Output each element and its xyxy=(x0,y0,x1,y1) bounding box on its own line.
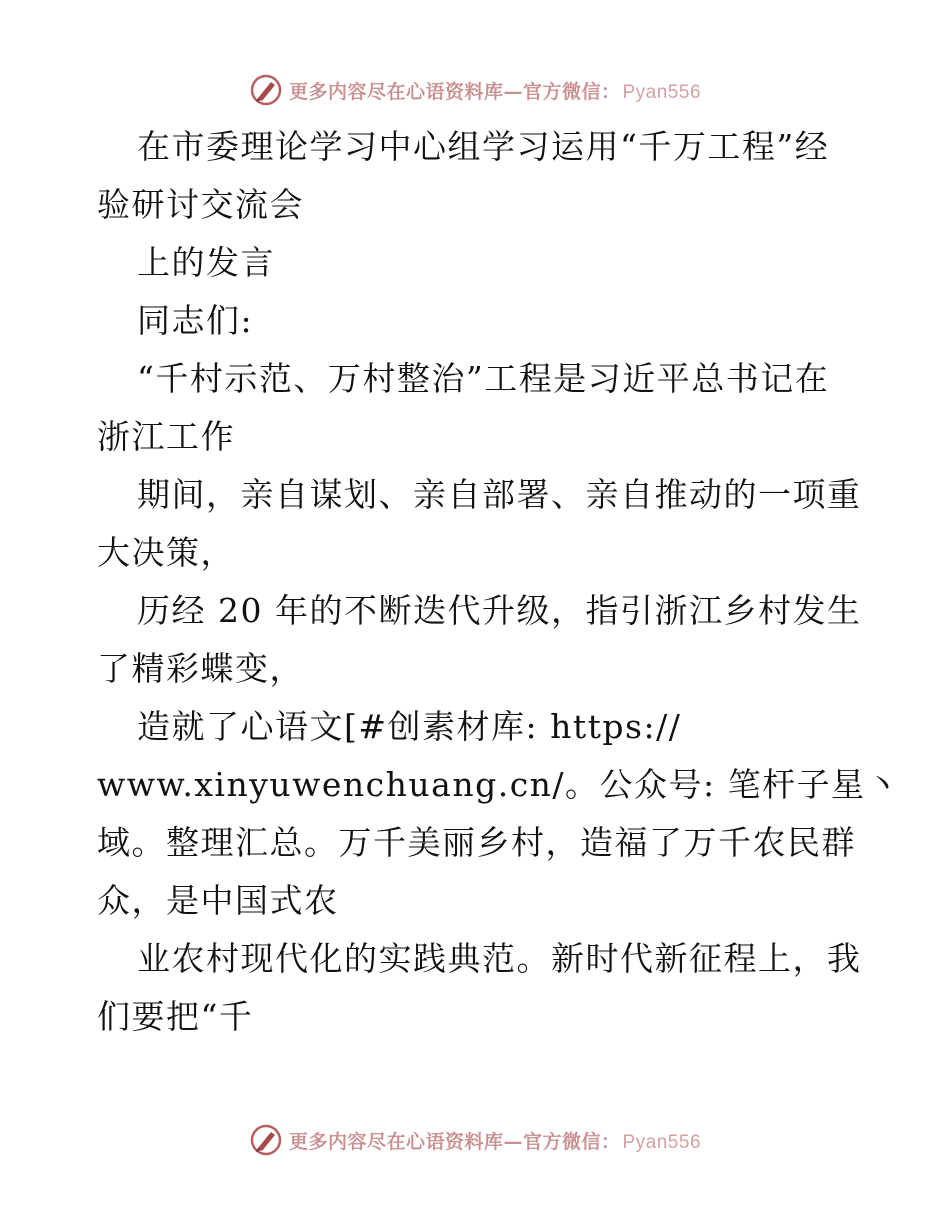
text-line: 了精彩蝶变， xyxy=(97,649,304,688)
text-line: 历经 20 年的不断迭代升级，指引浙江乡村发生 xyxy=(137,591,862,630)
text-line: 众，是中国式农 xyxy=(97,881,339,920)
watermark-text: 更多内容尽在心语资料库—官方微信： Pyan556 xyxy=(288,1130,702,1153)
text-line: 在市委理论学习中心组学习运用“千万工程”经 xyxy=(137,127,830,166)
text-line: 业农村现代化的实践典范。新时代新征程上，我 xyxy=(137,939,862,978)
text-line: 浙江工作 xyxy=(97,417,235,456)
pen-logo-icon xyxy=(249,73,283,107)
header-watermark xyxy=(0,70,950,110)
text-line: 大决策， xyxy=(97,533,235,572)
text-line: 期间，亲自谋划、亲自部署、亲自推动的一项重 xyxy=(137,475,862,514)
footer-watermark xyxy=(0,1120,950,1160)
text-line: 验研讨交流会 xyxy=(97,185,304,224)
text-line: www.xinyuwenchuang.cn/。公众号: 笔杆子星丶 xyxy=(97,765,901,804)
document-body xyxy=(97,118,901,1046)
text-line: “千村示范、万村整治”工程是习近平总书记在 xyxy=(137,359,830,398)
text-line: 造就了心语文[#创素材库: https:// xyxy=(137,707,682,746)
pen-logo-icon xyxy=(249,1123,283,1157)
text-line: 上的发言 xyxy=(137,243,275,282)
text-line: 域。整理汇总。万千美丽乡村，造福了万千农民群 xyxy=(97,823,856,862)
watermark-text: 更多内容尽在心语资料库—官方微信： Pyan556 xyxy=(288,80,702,103)
text-line: 们要把“千 xyxy=(97,997,254,1036)
text-line: 同志们: xyxy=(137,301,254,340)
